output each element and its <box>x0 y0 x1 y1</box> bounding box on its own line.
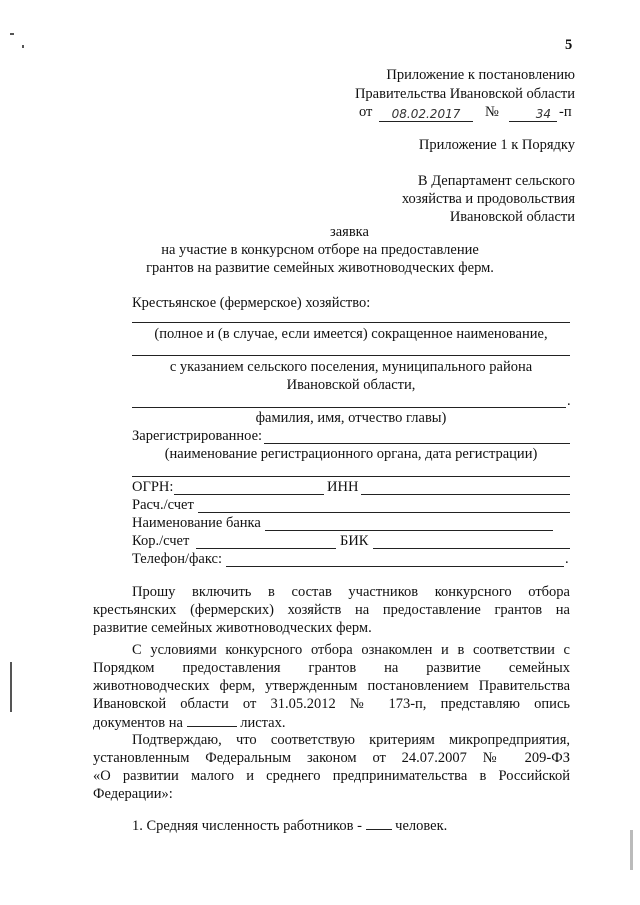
farm-label: Крестьянское (фермерское) хозяйство: <box>132 295 371 311</box>
item1-start: 1. Средняя численность работников - <box>132 818 362 834</box>
farm-name-hint: (полное и (в случае, если имеется) сокращенное наименование, <box>154 326 548 342</box>
para3-line-1: Подтверждаю, что соответствую критериям микропредприятия, <box>132 732 570 748</box>
para2-line-2: Порядком предоставления грантов на развитие семейных <box>93 660 570 676</box>
account-line <box>198 512 570 513</box>
para1-line-2: крестьянских (фермерских) хозяйств на предоставление грантов на <box>93 602 570 618</box>
phone-line-end: . <box>565 551 569 567</box>
corr-account-label: Кор./счет <box>132 533 190 549</box>
item1-end: человек. <box>395 818 448 834</box>
phone-line <box>226 566 564 567</box>
ogrn-label: ОГРН: <box>132 479 174 495</box>
number-label: № <box>485 104 499 120</box>
farm-name-line-2 <box>132 355 570 356</box>
inn-label: ИНН <box>327 479 359 495</box>
para2-line-1: С условиями конкурсного отбора ознакомлен и в соответствии с <box>132 642 570 658</box>
settlement-line-end: . <box>567 393 571 409</box>
bik-label: БИК <box>340 533 369 549</box>
settlement-hint-1: с указанием сельского поселения, муниципального района <box>169 359 533 375</box>
decree-number-field <box>509 106 557 122</box>
page-number: 5 <box>565 37 573 53</box>
para3-line-2: установленным Федеральным законом от 24.07.2007 № 209-ФЗ <box>93 750 570 766</box>
farm-name-line <box>132 322 570 323</box>
bik-line <box>373 548 570 549</box>
header-decree-line <box>359 104 577 124</box>
para2-line-5-start: документов на <box>93 715 183 731</box>
employees-count-blank <box>366 817 392 830</box>
ogrn-line <box>174 494 324 495</box>
para1-line-3: развитие семейных животноводческих ферм. <box>93 620 372 636</box>
header-line-1: Приложение к постановлению <box>386 67 575 83</box>
account-label: Расч./счет <box>132 497 194 513</box>
decree-date-handwritten: 08.02.2017 <box>391 107 461 121</box>
recipient-line-1: В Департамент сельского <box>417 173 575 189</box>
from-label: от <box>359 104 373 120</box>
registered-hint: (наименование регистрационного органа, дата регистрации) <box>164 446 538 462</box>
registered-label: Зарегистрированное: <box>132 428 263 444</box>
recipient-line-2: хозяйства и продовольствия <box>401 191 575 207</box>
scan-mark-left-2 <box>10 662 12 712</box>
phone-label: Телефон/факс: <box>132 551 223 567</box>
item1-line <box>132 817 447 835</box>
recipient-line-3: Ивановской области <box>449 209 575 225</box>
title-line-1: заявка <box>330 224 369 240</box>
para3-line-3: «О развитии малого и среднего предпринимательства в Российской <box>93 768 570 784</box>
header-line-2: Правительства Ивановской области <box>354 86 575 102</box>
corr-account-line <box>196 548 336 549</box>
scan-mark-top <box>10 33 14 35</box>
para2-line-3: животноводческих ферм, утвержденным постановлением Правительства <box>93 678 570 694</box>
para2-line-5 <box>93 714 285 732</box>
bank-label: Наименование банка <box>132 515 261 531</box>
registered-line <box>264 443 570 444</box>
para1-line-1: Прошу включить в состав участников конкурсного отбора <box>132 584 570 600</box>
bank-line <box>265 530 553 531</box>
decree-number-handwritten: 34 <box>535 107 551 121</box>
appendix-label: Приложение 1 к Порядку <box>418 137 575 153</box>
settlement-hint-2: Ивановской области, <box>286 377 416 393</box>
sheets-count-blank <box>187 714 237 727</box>
head-name-hint: фамилия, имя, отчество главы) <box>255 410 447 426</box>
para3-line-4: Федерации»: <box>93 786 173 802</box>
inn-line <box>361 494 570 495</box>
title-line-2: на участие в конкурсном отборе на предоставление <box>161 242 479 258</box>
scan-mark-right <box>630 830 633 870</box>
para2-line-5-end: листах. <box>240 715 286 731</box>
decree-date-field <box>379 106 473 122</box>
settlement-line <box>132 407 566 408</box>
title-line-3: грантов на развитие семейных животноводческих ферм. <box>146 260 494 276</box>
para2-line-4: Ивановской области от 31.05.2012 № 173-п, представляю опись <box>93 696 570 712</box>
number-suffix: -п <box>559 104 572 120</box>
registered-line-2 <box>132 476 570 477</box>
scan-mark-left-1 <box>22 45 24 48</box>
